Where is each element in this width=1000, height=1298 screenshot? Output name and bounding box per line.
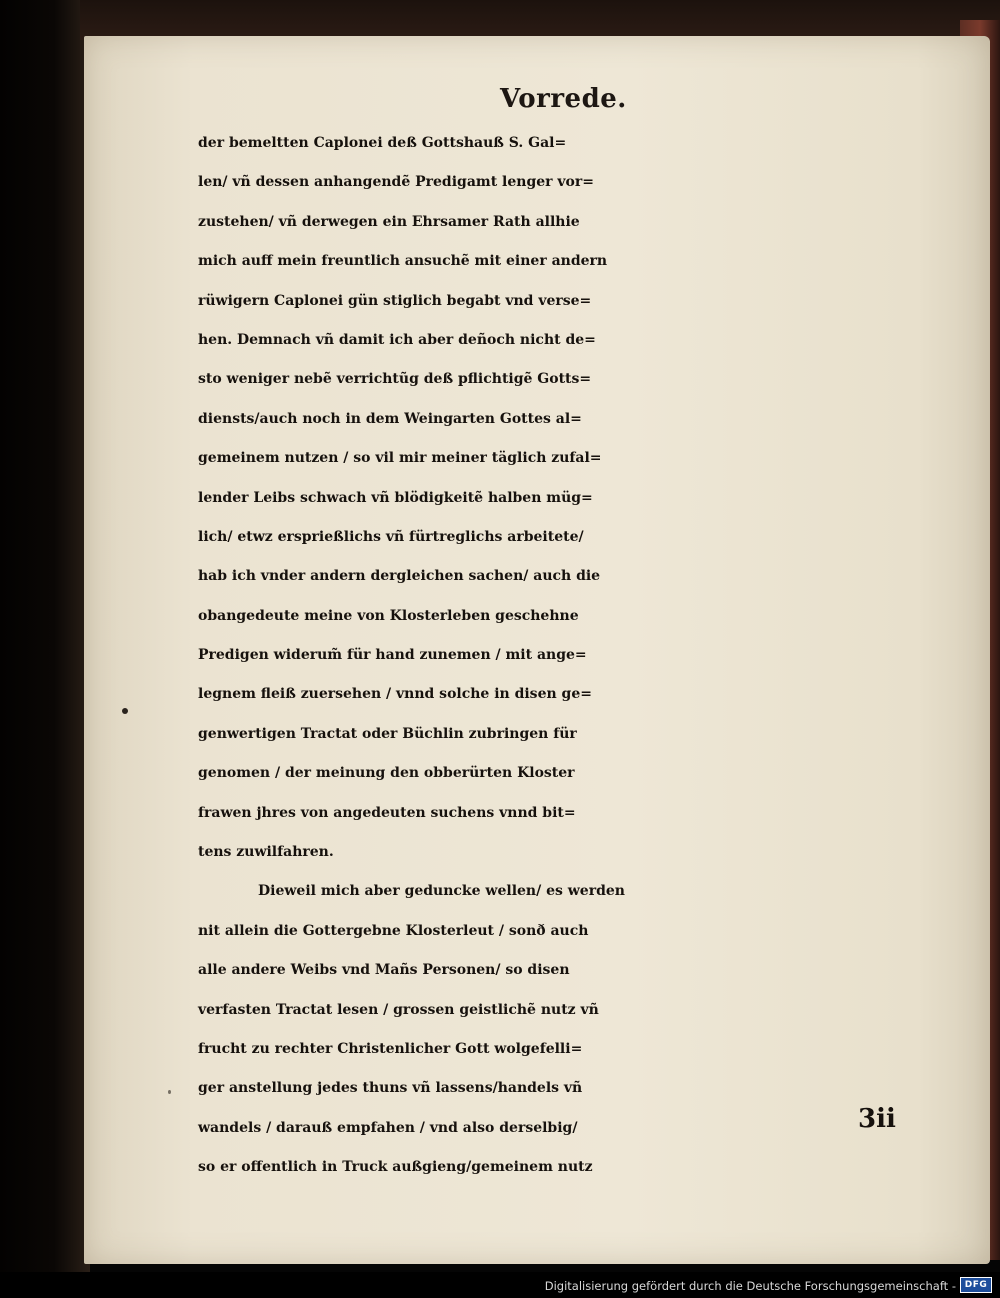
text-line: legnem fleiß zuersehen / vnnd solche in disen ge=: [198, 686, 592, 703]
text-line: ger anstellung jedes thuns vñ lassens/handels vñ: [198, 1080, 583, 1097]
running-head: Vorrede.: [500, 84, 627, 114]
paper-speck: [168, 1090, 171, 1094]
text-line: zustehen/ vñ derwegen ein Ehrsamer Rath allhie: [198, 213, 580, 230]
body-text: [198, 124, 898, 1188]
text-line-paragraph-start: Dieweil mich aber geduncke wellen/ es werden: [258, 883, 625, 900]
text-line: wandels / darauß empfahen / vnd also derselbig/: [198, 1119, 578, 1136]
text-line: rüwigern Caplonei gün stiglich begabt vnd verse=: [198, 292, 592, 309]
text-line: gemeinem nutzen / so vil mir meiner täglich zufal=: [198, 450, 602, 467]
text-line: nit allein die Gottergebne Klosterleut / sonð auch: [198, 922, 589, 939]
dfg-logo[interactable]: DFG: [960, 1277, 992, 1293]
text-line: lender Leibs schwach vñ blödigkeitẽ halben müg=: [198, 489, 593, 506]
page-number: 3ii: [858, 1104, 896, 1134]
text-line: tens zuwilfahren.: [198, 844, 334, 861]
footer-bar: [0, 1272, 1000, 1298]
book-spine-edge: [0, 0, 90, 1298]
text-line: mich auff mein freuntlich ansuchẽ mit einer andern: [198, 253, 608, 270]
digitization-credit: Digitalisierung gefördert durch die Deutsche Forschungsgemeinschaft -: [544, 1279, 956, 1293]
text-line: verfasten Tractat lesen / grossen geistlichẽ nutz vñ: [198, 1001, 599, 1018]
text-line: hen. Demnach vñ damit ich aber deñoch nicht de=: [198, 331, 596, 348]
text-line: diensts/auch noch in dem Weingarten Gottes al=: [198, 410, 582, 427]
text-line: frawen jhres von angedeuten suchens vnnd bit=: [198, 804, 576, 821]
text-line: genwertigen Tractat oder Büchlin zubringen für: [198, 725, 577, 742]
text-line: frucht zu rechter Christenlicher Gott wolgefelli=: [198, 1040, 583, 1057]
paper-speck: [122, 708, 128, 714]
text-line: der bemeltten Caplonei deß Gottshauß S. Gal=: [198, 135, 567, 151]
book-cover-top-edge: [80, 0, 1000, 40]
text-line: lich/ etwz ersprießlichs vñ fürtreglichs arbeitete/: [198, 528, 584, 545]
text-line: genomen / der meinung den obberürten Kloster: [198, 765, 575, 782]
text-line: Predigen widerum̃ für hand zunemen / mit ange=: [198, 647, 587, 664]
text-line: len/ vñ dessen anhangendẽ Predigamt lenger vor=: [198, 174, 594, 191]
text-line: sto weniger nebẽ verrichtũg deß pflichtigẽ Gotts=: [198, 371, 592, 388]
text-line: hab ich vnder andern dergleichen sachen/ auch die: [198, 568, 601, 585]
text-line: obangedeute meine von Klosterleben geschehne: [198, 607, 579, 624]
text-line: alle andere Weibs vnd Mañs Personen/ so disen: [198, 962, 570, 979]
text-line: so er offentlich in Truck außgieng/gemeinem nutz: [198, 1159, 593, 1176]
